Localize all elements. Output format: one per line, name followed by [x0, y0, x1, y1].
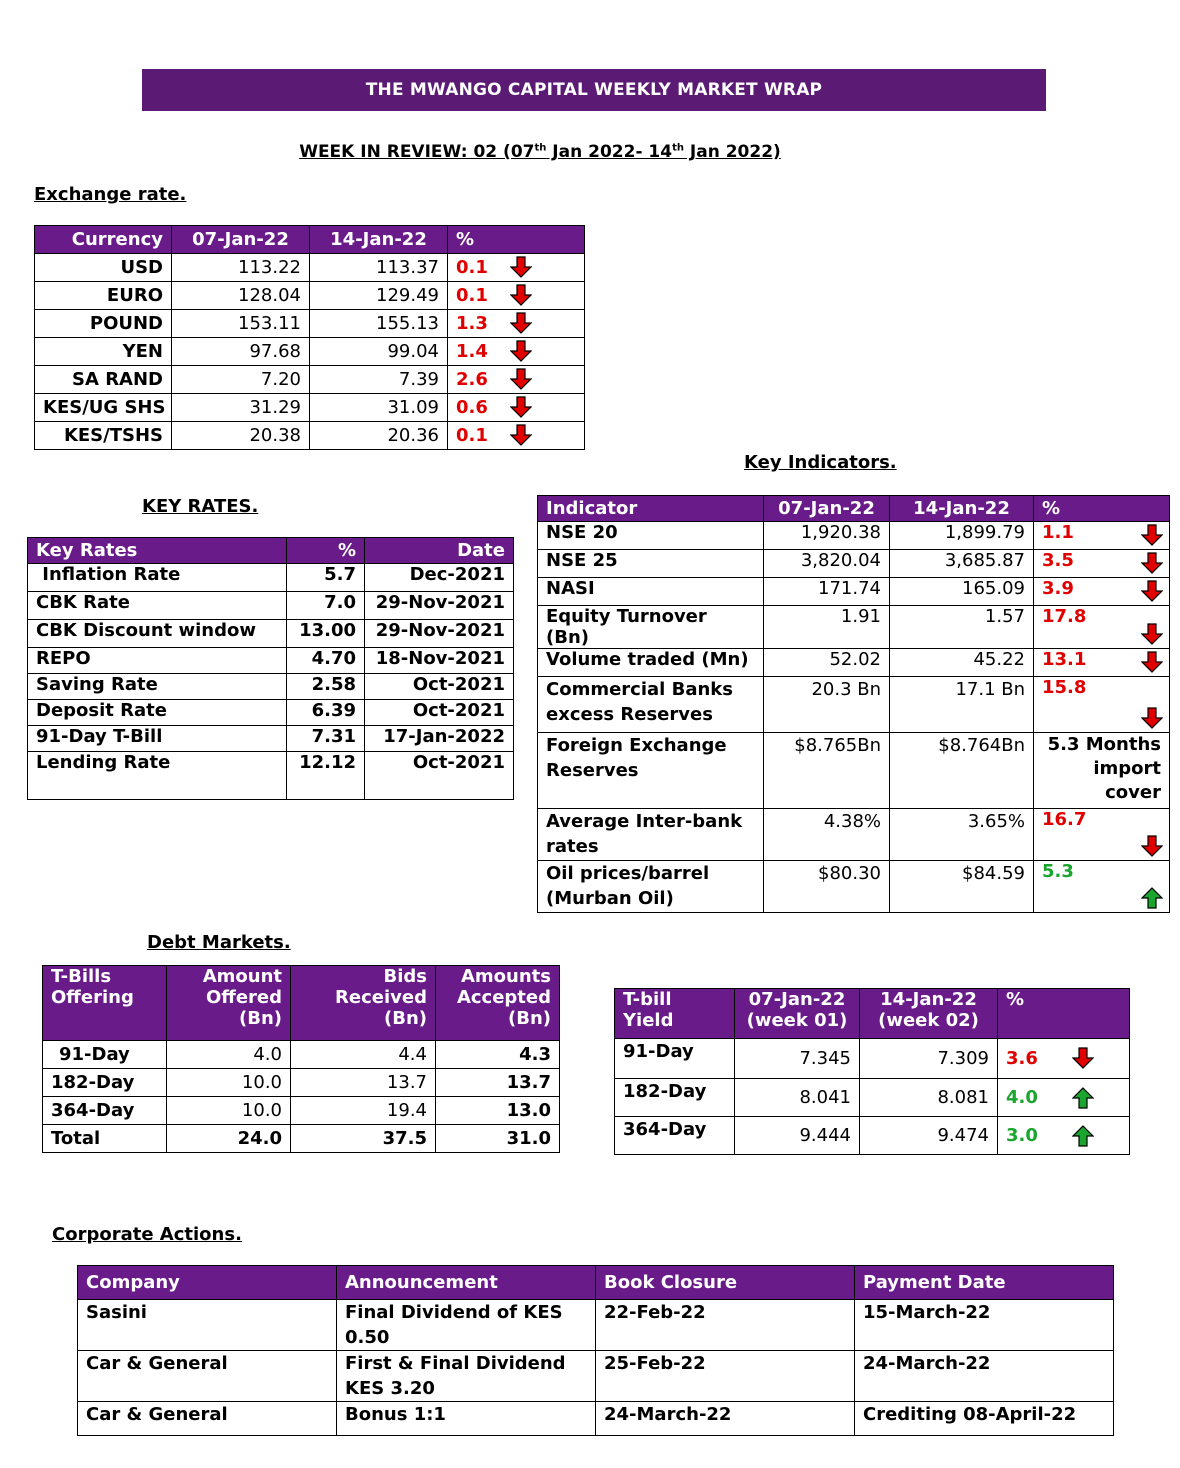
col-tbill-yield: T-bill Yield: [615, 989, 735, 1039]
key-rate-date: Oct-2021: [365, 700, 514, 726]
indicator-value: 3,820.04: [764, 550, 890, 578]
table-row: [28, 726, 514, 752]
table-row: [28, 700, 514, 726]
week-in-review: WEEK IN REVIEW: 02 (07th Jan 2022- 14th Jan 2022): [299, 142, 781, 162]
bids-received: 4.4: [291, 1041, 436, 1069]
pct-cell: [448, 422, 585, 450]
arrow-down-icon: [510, 284, 532, 306]
pct-cell: [448, 282, 585, 310]
key-rate-date: 17-Jan-2022: [365, 726, 514, 752]
col-pct: %: [998, 989, 1130, 1039]
arrow-down-icon: [510, 424, 532, 446]
col-date-1: 07-Jan-22: [764, 496, 890, 522]
corporate-payment: Crediting 08-April-22: [855, 1402, 1114, 1436]
col-payment-date: Payment Date: [855, 1266, 1114, 1300]
corporate-payment: 15-March-22: [855, 1300, 1114, 1351]
corporate-announcement: First & Final Dividend KES 3.20: [337, 1351, 596, 1402]
amount-accepted: 4.3: [436, 1041, 560, 1069]
corporate-announcement: Bonus 1:1: [337, 1402, 596, 1436]
tbill-name: 91-Day: [43, 1041, 167, 1069]
tbill-yield-table: [614, 988, 1130, 1155]
indicator-value: $80.30: [764, 861, 890, 913]
key-rate-pct: 13.00: [287, 620, 365, 648]
corporate-company: Sasini: [78, 1300, 337, 1351]
indicator-value: 171.74: [764, 578, 890, 606]
corporate-company: Car & General: [78, 1351, 337, 1402]
key-rates-table: [27, 537, 514, 800]
pct-cell: [1034, 522, 1170, 550]
indicator-name: NSE 20: [538, 522, 764, 550]
key-rate-name: Inflation Rate: [28, 564, 287, 592]
rate-cell: 31.09: [310, 394, 448, 422]
indicator-value: $84.59: [890, 861, 1034, 913]
table-row: [538, 522, 1170, 550]
tbill-name: Total: [43, 1125, 167, 1153]
indicator-value: $8.765Bn: [764, 733, 890, 809]
pct-cell: [1034, 677, 1170, 733]
corporate-payment: 24-March-22: [855, 1351, 1114, 1402]
table-row: [538, 606, 1170, 649]
indicator-name: Volume traded (Mn): [538, 649, 764, 677]
rate-cell: 31.29: [172, 394, 310, 422]
key-rate-date: 18-Nov-2021: [365, 648, 514, 674]
rate-cell: 97.68: [172, 338, 310, 366]
col-amount-offered: Amount Offered (Bn): [167, 966, 291, 1041]
col-bids-received: Bids Received (Bn): [291, 966, 436, 1041]
corporate-book: 22-Feb-22: [596, 1300, 855, 1351]
indicator-name: Average Inter-bank rates: [538, 809, 764, 861]
exchange-rate-title: Exchange rate.: [34, 184, 187, 205]
col-book-closure: Book Closure: [596, 1266, 855, 1300]
rate-cell: 20.38: [172, 422, 310, 450]
arrow-up-icon: [1141, 887, 1163, 909]
key-rate-name: Lending Rate: [28, 752, 287, 800]
currency-cell: KES/UG SHS: [35, 394, 172, 422]
table-row: [538, 578, 1170, 606]
key-rate-pct: 6.39: [287, 700, 365, 726]
col-week-02: 14-Jan-22 (week 02): [860, 989, 998, 1039]
indicator-name: Foreign Exchange Reserves: [538, 733, 764, 809]
arrow-down-icon: [1141, 524, 1163, 546]
pct-value: 0.6: [456, 397, 488, 418]
rate-cell: 113.22: [172, 254, 310, 282]
table-row: [35, 394, 585, 422]
pct-cell: [448, 254, 585, 282]
key-rate-pct: 4.70: [287, 648, 365, 674]
indicator-value: 1.91: [764, 606, 890, 649]
arrow-down-icon: [510, 396, 532, 418]
amount-offered: 4.0: [167, 1041, 291, 1069]
table-row: [43, 1041, 560, 1069]
arrow-up-icon: [1072, 1125, 1094, 1147]
arrow-down-icon: [1141, 623, 1163, 645]
pct-value: 13.1: [1042, 649, 1087, 670]
col-pct: %: [1034, 496, 1170, 522]
pct-cell: [1034, 861, 1170, 913]
table-row: [538, 649, 1170, 677]
currency-cell: SA RAND: [35, 366, 172, 394]
corporate-actions-title: Corporate Actions.: [52, 1224, 242, 1245]
arrow-down-icon: [1072, 1047, 1094, 1069]
corporate-company: Car & General: [78, 1402, 337, 1436]
indicator-value: 45.22: [890, 649, 1034, 677]
pct-cell: [1034, 606, 1170, 649]
currency-cell: POUND: [35, 310, 172, 338]
tbill-name: 91-Day: [615, 1039, 735, 1079]
table-row: [538, 861, 1170, 913]
pct-cell: [998, 1117, 1130, 1155]
key-indicators-table: [537, 495, 1170, 913]
table-row: [35, 254, 585, 282]
pct-value: 0.1: [456, 257, 488, 278]
table-row: [28, 564, 514, 592]
yield-value: 8.041: [735, 1079, 860, 1117]
key-rate-date: 29-Nov-2021: [365, 592, 514, 620]
key-rate-date: Dec-2021: [365, 564, 514, 592]
pct-cell: [1034, 649, 1170, 677]
pct-cell: [1034, 550, 1170, 578]
arrow-down-icon: [1141, 552, 1163, 574]
exchange-rate-table: [34, 225, 585, 450]
key-rate-name: CBK Discount window: [28, 620, 287, 648]
table-row: [615, 1079, 1130, 1117]
arrow-down-icon: [510, 340, 532, 362]
key-rate-date: 29-Nov-2021: [365, 620, 514, 648]
table-row: [615, 1039, 1130, 1079]
arrow-down-icon: [1141, 651, 1163, 673]
arrow-down-icon: [1141, 835, 1163, 857]
table-row: [43, 1097, 560, 1125]
key-rate-date: Oct-2021: [365, 674, 514, 700]
pct-value: 1.3: [456, 313, 488, 334]
key-indicators-title: Key Indicators.: [744, 452, 897, 473]
indicator-name: Oil prices/barrel (Murban Oil): [538, 861, 764, 913]
key-rate-name: Saving Rate: [28, 674, 287, 700]
table-row: [35, 338, 585, 366]
corporate-actions-table: [77, 1265, 1114, 1436]
indicator-value: 4.38%: [764, 809, 890, 861]
indicator-value: $8.764Bn: [890, 733, 1034, 809]
key-rate-date: Oct-2021: [365, 752, 514, 800]
col-date-1: 07-Jan-22: [172, 226, 310, 254]
arrow-down-icon: [510, 256, 532, 278]
pct-value: 2.6: [456, 369, 488, 390]
table-row: [615, 1117, 1130, 1155]
key-rate-pct: 2.58: [287, 674, 365, 700]
indicator-value: 3.65%: [890, 809, 1034, 861]
col-pct: %: [287, 538, 365, 564]
arrow-down-icon: [1141, 707, 1163, 729]
col-amounts-accepted: Amounts Accepted (Bn): [436, 966, 560, 1041]
table-row: [28, 620, 514, 648]
table-row: [43, 1125, 560, 1153]
table-row: [28, 752, 514, 800]
bids-received: 13.7: [291, 1069, 436, 1097]
currency-cell: EURO: [35, 282, 172, 310]
pct-cell: [448, 338, 585, 366]
currency-cell: YEN: [35, 338, 172, 366]
pct-cell: [1034, 733, 1170, 809]
pct-value: 1.4: [456, 341, 488, 362]
col-currency: Currency: [35, 226, 172, 254]
pct-cell: [448, 366, 585, 394]
col-week-01: 07-Jan-22 (week 01): [735, 989, 860, 1039]
currency-cell: KES/TSHS: [35, 422, 172, 450]
tbill-name: 182-Day: [615, 1079, 735, 1117]
table-row: [538, 677, 1170, 733]
report-banner: THE MWANGO CAPITAL WEEKLY MARKET WRAP: [142, 69, 1046, 111]
key-rate-name: 91-Day T-Bill: [28, 726, 287, 752]
pct-value: 5.3 Months import cover: [1047, 734, 1161, 803]
col-announcement: Announcement: [337, 1266, 596, 1300]
pct-cell: [1034, 809, 1170, 861]
rate-cell: 7.39: [310, 366, 448, 394]
indicator-value: 1.57: [890, 606, 1034, 649]
table-row: [35, 282, 585, 310]
col-key-rate: Key Rates: [28, 538, 287, 564]
corporate-announcement: Final Dividend of KES 0.50: [337, 1300, 596, 1351]
col-date: Date: [365, 538, 514, 564]
arrow-down-icon: [510, 368, 532, 390]
amount-accepted: 13.7: [436, 1069, 560, 1097]
tbill-name: 364-Day: [615, 1117, 735, 1155]
pct-value: 0.1: [456, 425, 488, 446]
indicator-value: 17.1 Bn: [890, 677, 1034, 733]
table-row: [78, 1300, 1114, 1351]
yield-value: 9.474: [860, 1117, 998, 1155]
indicator-value: 165.09: [890, 578, 1034, 606]
yield-value: 7.309: [860, 1039, 998, 1079]
table-row: [28, 674, 514, 700]
pct-value: 3.5: [1042, 550, 1074, 571]
indicator-value: 20.3 Bn: [764, 677, 890, 733]
pct-value: 3.6: [1006, 1048, 1038, 1069]
col-date-2: 14-Jan-22: [310, 226, 448, 254]
pct-value: 5.3: [1042, 861, 1074, 882]
indicator-name: Commercial Banks excess Reserves: [538, 677, 764, 733]
debt-markets-title: Debt Markets.: [147, 932, 291, 953]
table-row: [78, 1402, 1114, 1436]
indicator-value: 3,685.87: [890, 550, 1034, 578]
key-rate-pct: 7.0: [287, 592, 365, 620]
table-row: [538, 733, 1170, 809]
col-company: Company: [78, 1266, 337, 1300]
amount-accepted: 13.0: [436, 1097, 560, 1125]
pct-cell: [998, 1079, 1130, 1117]
pct-cell: [448, 310, 585, 338]
amount-accepted: 31.0: [436, 1125, 560, 1153]
tbill-name: 182-Day: [43, 1069, 167, 1097]
rate-cell: 153.11: [172, 310, 310, 338]
table-row: [28, 592, 514, 620]
table-row: [43, 1069, 560, 1097]
arrow-down-icon: [510, 312, 532, 334]
yield-value: 7.345: [735, 1039, 860, 1079]
amount-offered: 10.0: [167, 1069, 291, 1097]
arrow-up-icon: [1072, 1087, 1094, 1109]
pct-value: 4.0: [1006, 1087, 1038, 1108]
col-date-2: 14-Jan-22: [890, 496, 1034, 522]
col-tbills-offering: T-Bills Offering: [43, 966, 167, 1041]
currency-cell: USD: [35, 254, 172, 282]
table-row: [538, 809, 1170, 861]
tbill-name: 364-Day: [43, 1097, 167, 1125]
amount-offered: 10.0: [167, 1097, 291, 1125]
amount-offered: 24.0: [167, 1125, 291, 1153]
key-rate-pct: 7.31: [287, 726, 365, 752]
bids-received: 37.5: [291, 1125, 436, 1153]
key-rate-pct: 12.12: [287, 752, 365, 800]
indicator-name: Equity Turnover (Bn): [538, 606, 764, 649]
rate-cell: 129.49: [310, 282, 448, 310]
pct-cell: [448, 394, 585, 422]
pct-value: 3.9: [1042, 578, 1074, 599]
pct-value: 16.7: [1042, 809, 1087, 830]
debt-markets-table: [42, 965, 560, 1153]
yield-value: 9.444: [735, 1117, 860, 1155]
corporate-book: 25-Feb-22: [596, 1351, 855, 1402]
table-row: [35, 366, 585, 394]
arrow-down-icon: [1141, 580, 1163, 602]
table-row: [35, 422, 585, 450]
table-row: [538, 550, 1170, 578]
indicator-name: NSE 25: [538, 550, 764, 578]
key-rate-name: CBK Rate: [28, 592, 287, 620]
rate-cell: 99.04: [310, 338, 448, 366]
rate-cell: 113.37: [310, 254, 448, 282]
table-row: [78, 1351, 1114, 1402]
yield-value: 8.081: [860, 1079, 998, 1117]
indicator-value: 1,899.79: [890, 522, 1034, 550]
pct-value: 15.8: [1042, 677, 1087, 698]
table-row: [35, 310, 585, 338]
col-pct: %: [448, 226, 585, 254]
corporate-book: 24-March-22: [596, 1402, 855, 1436]
rate-cell: 155.13: [310, 310, 448, 338]
col-indicator: Indicator: [538, 496, 764, 522]
rate-cell: 20.36: [310, 422, 448, 450]
table-row: [28, 648, 514, 674]
key-rates-title: KEY RATES.: [142, 496, 259, 517]
key-rate-pct: 5.7: [287, 564, 365, 592]
pct-value: 17.8: [1042, 606, 1087, 627]
rate-cell: 128.04: [172, 282, 310, 310]
key-rate-name: REPO: [28, 648, 287, 674]
key-rate-name: Deposit Rate: [28, 700, 287, 726]
rate-cell: 7.20: [172, 366, 310, 394]
indicator-value: 52.02: [764, 649, 890, 677]
pct-value: 0.1: [456, 285, 488, 306]
pct-cell: [998, 1039, 1130, 1079]
pct-value: 1.1: [1042, 522, 1074, 543]
indicator-name: NASI: [538, 578, 764, 606]
indicator-value: 1,920.38: [764, 522, 890, 550]
bids-received: 19.4: [291, 1097, 436, 1125]
pct-cell: [1034, 578, 1170, 606]
pct-value: 3.0: [1006, 1125, 1038, 1146]
